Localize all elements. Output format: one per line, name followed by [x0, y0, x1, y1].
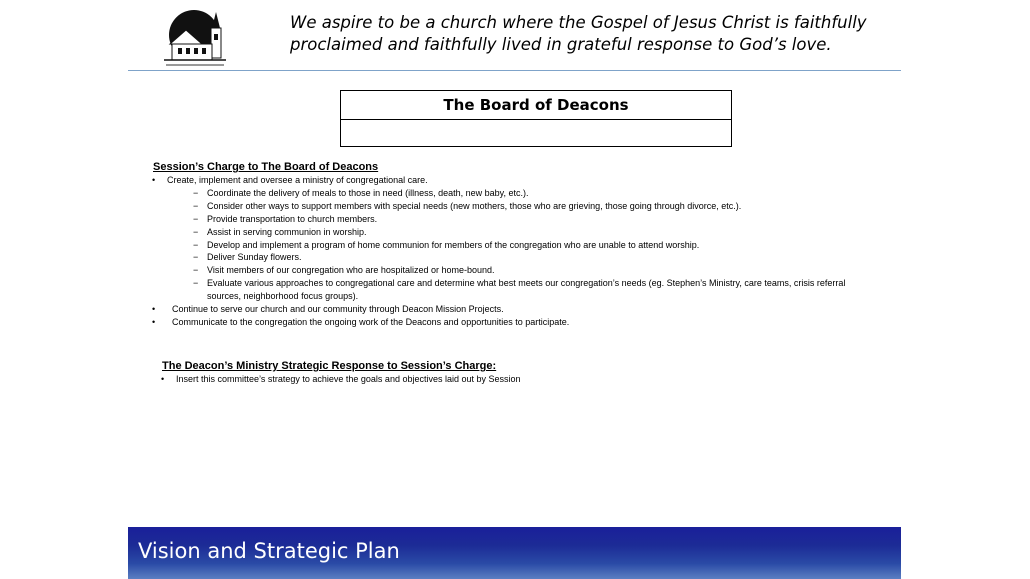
sub-list-item-text: Coordinate the delivery of meals to those in need (illness, death, new baby, etc.).	[207, 187, 529, 198]
footer-title: Vision and Strategic Plan	[138, 539, 400, 563]
section-heading: Session’s Charge to The Board of Deacons	[153, 161, 379, 173]
list-item	[153, 316, 873, 329]
dash-icon: −	[193, 226, 199, 237]
list-item	[162, 373, 862, 386]
dash-icon: −	[193, 213, 199, 224]
strategic-response-section	[162, 359, 862, 386]
sub-list-item	[153, 187, 873, 200]
tagline-line-1: We aspire to be a church where the Gospel of Jesus Christ is faithfully	[290, 13, 867, 32]
title-subtitle-cell	[341, 120, 731, 147]
sub-list-item	[153, 264, 873, 277]
dash-icon: −	[193, 200, 199, 211]
sub-list-item-text: Deliver Sunday flowers.	[207, 252, 302, 263]
sub-list-item-text: Visit members of our congregation who are hospitalized or home-bound.	[207, 265, 495, 276]
sub-list-item-text: Assist in serving communion in worship.	[207, 226, 367, 237]
bullet-icon: •	[161, 374, 165, 384]
bullet-icon: •	[152, 304, 156, 315]
sub-list-item	[153, 226, 873, 239]
dash-icon: −	[193, 265, 199, 276]
sub-list-item	[153, 200, 873, 213]
sub-list-item-text: Develop and implement a program of home communion for members of the congregation who are unable to attend worship.	[207, 239, 700, 250]
list-item-text: Insert this committee’s strategy to achieve the goals and objectives laid out by Session	[176, 374, 521, 384]
list-item-text: Continue to serve our church and our community through Deacon Mission Projects.	[172, 304, 504, 315]
sub-list-item	[153, 251, 873, 264]
dash-icon: −	[193, 252, 199, 263]
footer-banner	[128, 527, 901, 579]
sub-list-item-text: Consider other ways to support members with special needs (new mothers, those who are grieving, those going through divorce, etc.).	[207, 200, 742, 211]
dash-icon: −	[193, 187, 199, 198]
section-heading: The Deacon’s Ministry Strategic Response to Session’s Charge:	[162, 360, 497, 372]
header-divider	[128, 70, 901, 71]
list-item-text: Create, implement and oversee a ministry of congregational care.	[167, 175, 428, 185]
sub-list-item	[153, 239, 873, 252]
dash-icon: −	[193, 278, 199, 289]
sub-list-item	[153, 277, 873, 303]
bullet-icon: •	[152, 175, 156, 185]
dash-icon: −	[193, 239, 199, 250]
title-table	[340, 90, 732, 147]
sub-list-item-text: Evaluate various approaches to congregational care and determine what best meets our congregation’s needs (eg. Stephen’s Ministry, care teams, crisis referral sources, neighborhood focus groups).	[207, 278, 846, 302]
sub-list-item-text: Provide transportation to church members.	[207, 213, 378, 224]
list-item-text: Communicate to the congregation the ongoing work of the Deacons and opportunities to participate.	[172, 316, 570, 327]
bullet-icon: •	[152, 316, 156, 327]
header-tagline	[290, 12, 890, 56]
page-title: The Board of Deacons	[341, 91, 731, 120]
list-item	[153, 303, 873, 316]
sub-list-item	[153, 213, 873, 226]
church-logo-icon	[160, 8, 232, 70]
tagline-line-2: proclaimed and faithfully lived in grateful response to God’s love.	[290, 35, 832, 54]
list-item	[153, 174, 873, 187]
session-charge-section	[153, 160, 873, 329]
